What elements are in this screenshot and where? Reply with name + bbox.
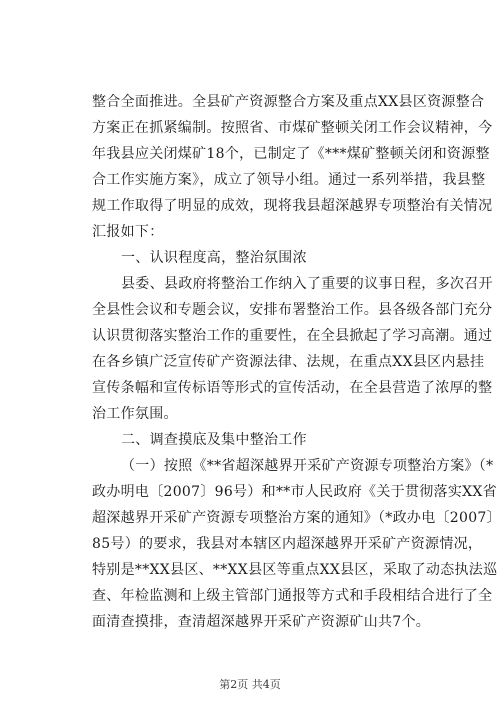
section-heading-1: 一、认识程度高，整治氛围浓 <box>121 250 307 266</box>
paragraph-line: 特别是**XX县区、**XX县区等重点XX县区，采取了动态执法巡 <box>92 562 498 578</box>
paragraph-line: 年我县应关闭煤矿18个，已制定了《***煤矿整顿关闭和资源整 <box>92 146 490 162</box>
paragraph-line: 县委、县政府将整治工作纳入了重要的议事日程，多次召开 <box>121 276 493 292</box>
paragraph-line: 整合全面推进。全县矿产资源整合方案及重点XX县区资源整合 <box>92 94 485 110</box>
paragraph-line: 查、年检监测和上级主管部门通报等方式和手段相结合进行了全 <box>92 588 493 604</box>
paragraph-line: 治工作氛围。 <box>92 406 178 422</box>
paragraph-line: 合工作实施方案》，成立了领导小组。通过一系列举措，我县整 <box>92 172 486 188</box>
paragraph-line: 在各乡镇广泛宣传矿产资源法律、法规，在重点XX县区内悬挂 <box>92 354 485 370</box>
paragraph-line: 超深越界开采矿产资源专项整治方案的通知》（*政办电〔2007〕 <box>92 510 501 526</box>
paragraph-line: 全县性会议和专题会议，安排布署整治工作。县各级各部门充分 <box>92 302 493 318</box>
paragraph-line: 宣传条幅和宣传标语等形式的宣传活动，在全县营造了浓厚的整 <box>92 380 493 396</box>
section-heading-2: 二、调查摸底及集中整治工作 <box>121 432 307 448</box>
paragraph-line: 方案正在抓紧编制。按照省、市煤矿整顿关闭工作会议精神，今 <box>92 120 493 136</box>
paragraph-line: 规工作取得了明显的成效，现将我县超深越界专项整治有关情况 <box>92 198 493 214</box>
paragraph-line: 85号）的要求，我县对本辖区内超深越界开采矿产资源情况， <box>92 536 483 552</box>
page-number-footer: 第2页 共4页 <box>219 678 281 691</box>
paragraph-line: 汇报如下： <box>92 224 164 240</box>
paragraph-line: 面清查摸排，查清超深越界开采矿产资源矿山共7个。 <box>92 614 431 630</box>
paragraph-line: （一）按照《**省超深越界开采矿产资源专项整治方案》（* <box>121 458 494 474</box>
paragraph-line: 认识贯彻落实整治工作的重要性，在全县掀起了学习高潮。通过 <box>92 328 493 344</box>
paragraph-line: 政办明电〔2007〕96号）和**市人民政府《关于贯彻落实XX省 <box>92 484 497 500</box>
